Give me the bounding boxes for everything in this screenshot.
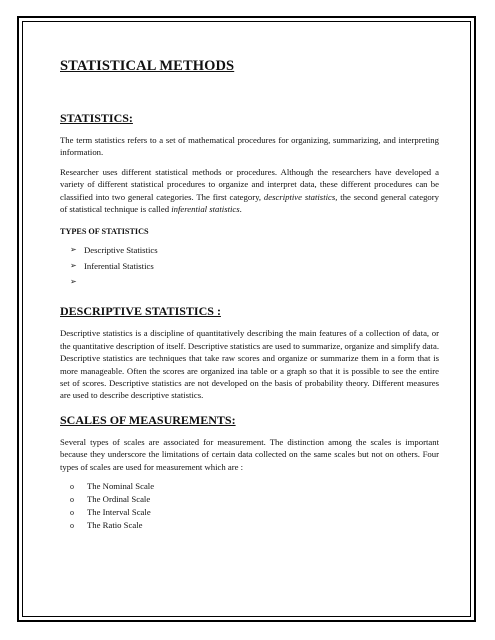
statistics-p2-text-c: . (239, 204, 242, 215)
arrow-bullet-icon: ➢ (70, 245, 77, 255)
page-title: STATISTICAL METHODS (60, 58, 235, 74)
list-item (70, 276, 439, 292)
scales-paragraph: Several types of scales are associated for measurement. The distinction among the scales is important because they underscore the limitations of certain data collected on the same scales but not on others. Four types of scales are used for measurement which are : (60, 436, 439, 472)
arrow-bullet-icon: ➢ (70, 261, 77, 271)
list-item-label: The Ordinal Scale (87, 494, 151, 505)
statistics-p2-emphasis-descriptive: descriptive statistics, (263, 191, 338, 202)
list-item (70, 480, 439, 493)
statistics-p2-text-a: Researcher uses different statistical methods or procedures. Although the researchers have developed a variety of different statistical procedures to organize and interpret data, these different procedures can be classified into two general categories. The first category, (60, 166, 439, 202)
circle-bullet-icon: o (70, 495, 74, 505)
statistics-p2-text-b: the second general category of statistical technique is called (60, 191, 440, 215)
list-item-label: Descriptive Statistics (84, 245, 158, 256)
list-item-label: The Nominal Scale (87, 481, 155, 492)
list-item (70, 519, 439, 532)
section-heading-statistics: STATISTICS: (60, 111, 133, 125)
statistics-paragraph-2 (60, 166, 439, 216)
section-heading-descriptive: DESCRIPTIVE STATISTICS : (60, 304, 221, 319)
list-item (70, 244, 439, 260)
types-of-statistics-heading: TYPES OF STATISTICS (60, 227, 149, 237)
section-heading-scales: SCALES OF MEASUREMENTS: (60, 412, 236, 427)
list-item-label: The Interval Scale (87, 507, 151, 518)
list-item-label: Inferential Statistics (84, 261, 154, 272)
circle-bullet-icon: o (70, 482, 74, 492)
statistics-paragraph-1: The term statistics refers to a set of mathematical procedures for organizing, summarizing, and interpreting information. (60, 135, 439, 158)
list-item (70, 506, 439, 519)
types-list (70, 244, 439, 292)
document-body (60, 58, 439, 532)
scales-list (70, 480, 439, 532)
circle-bullet-icon: o (70, 521, 74, 531)
list-item-label: The Ratio Scale (87, 520, 143, 531)
arrow-bullet-icon: ➢ (70, 277, 77, 287)
statistics-p2-emphasis-inferential: inferential statistics (171, 204, 240, 215)
list-item (70, 260, 439, 276)
descriptive-paragraph: Descriptive statistics is a discipline of quantitatively describing the main features of a collection of data, or the quantitative description of itself. Descriptive statistics are used to summarize, organize and simplify data. Descriptive statistics are techniques that take raw scores and organize or summarize them in a form that is more manageable. Often the scores are organized ina table or a graph so that it is possible to see the entire set of scores. Descriptive statistics are not developed on the basis of probability theory. Different measures are used to describe descriptive statistics. (60, 328, 439, 401)
list-item (70, 493, 439, 506)
circle-bullet-icon: o (70, 508, 74, 518)
